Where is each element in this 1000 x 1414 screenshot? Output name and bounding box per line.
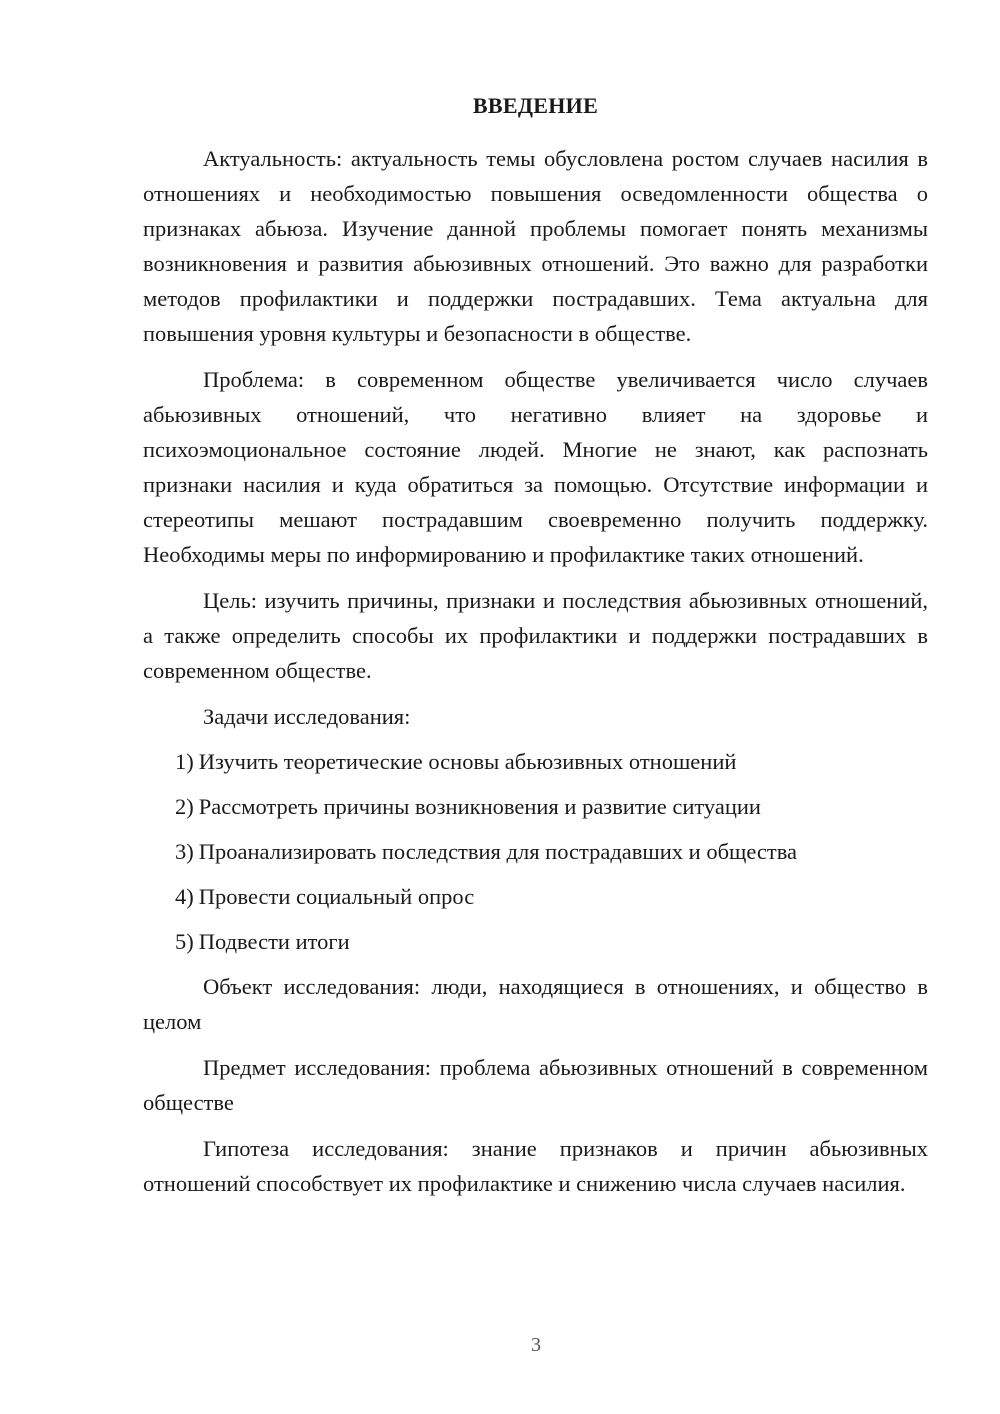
relevance-paragraph: Актуальность: актуальность темы обусловлена ростом случаев насилия в отношениях и необходимостью повышения осведомленности общества о признаках абьюза. Изучение данной проблемы помогает понять механизмы возникновения и развития абьюзивных отношений. Это важно для разработки методов профилактики и поддержки пострадавших. Тема актуальна для повышения уровня культуры и безопасности в обществе. bbox=[143, 145, 928, 346]
task-item bbox=[143, 744, 928, 779]
task-text: Провести социальный опрос bbox=[198, 883, 475, 909]
task-number: 5) bbox=[175, 928, 194, 954]
task-item bbox=[143, 879, 928, 914]
document-page bbox=[143, 92, 928, 1212]
task-number: 3) bbox=[175, 838, 194, 864]
task-item bbox=[143, 789, 928, 824]
task-item bbox=[143, 924, 928, 959]
task-text: Рассмотреть причины возникновения и развитие ситуации bbox=[198, 793, 761, 819]
task-number: 2) bbox=[175, 793, 194, 819]
task-number: 4) bbox=[175, 883, 194, 909]
goal-paragraph: Цель: изучить причины, признаки и последствия абьюзивных отношений, а также определить способы их профилактики и поддержки пострадавших в современном обществе. bbox=[143, 587, 928, 683]
task-text: Изучить теоретические основы абьюзивных отношений bbox=[198, 748, 737, 774]
problem-paragraph: Проблема: в современном обществе увеличивается число случаев абьюзивных отношений, что негативно влияет на здоровье и психоэмоциональное состояние людей. Многие не знают, как распознать признаки насилия и куда обратиться за помощью. Отсутствие информации и стереотипы мешают пострадавшим своевременно получить поддержку. Необходимы меры по информированию и профилактике таких отношений. bbox=[143, 366, 928, 567]
hypothesis-paragraph: Гипотеза исследования: знание признаков и причин абьюзивных отношений способствует их профилактике и снижению числа случаев насилия. bbox=[143, 1135, 928, 1196]
object-paragraph: Объект исследования: люди, находящиеся в отношениях, и общество в целом bbox=[143, 973, 928, 1034]
page-number: 3 bbox=[531, 1334, 541, 1356]
task-text: Подвести итоги bbox=[198, 928, 350, 954]
tasks-heading: Задачи исследования: bbox=[203, 703, 411, 729]
section-title: ВВЕДЕНИЕ bbox=[472, 93, 599, 118]
task-number: 1) bbox=[175, 748, 194, 774]
task-item bbox=[143, 834, 928, 869]
task-text: Проанализировать последствия для пострадавших и общества bbox=[198, 838, 798, 864]
subject-paragraph: Предмет исследования: проблема абьюзивных отношений в современном обществе bbox=[143, 1054, 928, 1115]
